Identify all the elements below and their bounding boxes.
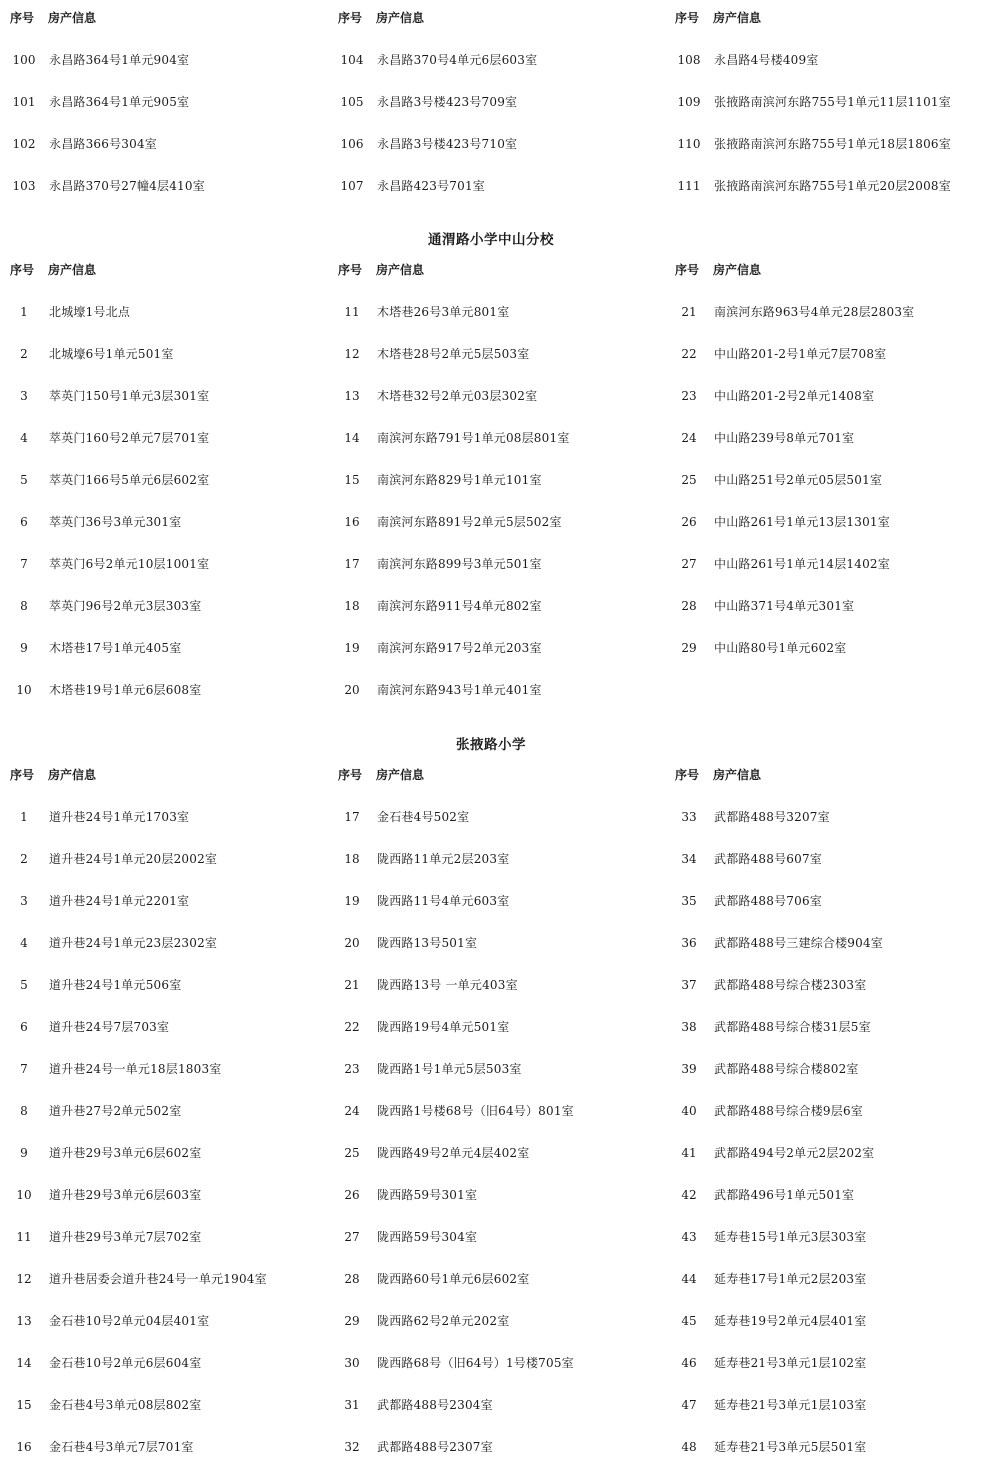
property-address: 北城壕1号北点 [49, 305, 131, 319]
serial-number: 1 [20, 305, 28, 319]
serial-number: 100 [12, 53, 36, 67]
property-address: 木塔巷17号1单元405室 [49, 641, 182, 655]
header-serial-number: 序号 [10, 263, 35, 277]
serial-number: 5 [20, 978, 28, 992]
header-serial-number: 序号 [338, 11, 363, 25]
property-address: 延寿巷21号3单元5层501室 [714, 1440, 867, 1454]
property-address: 陇西路49号2单元4层402室 [377, 1146, 530, 1160]
property-address: 武都路496号1单元501室 [714, 1188, 855, 1202]
serial-number: 14 [16, 1356, 32, 1370]
property-address: 萃英门96号2单元3层303室 [49, 599, 202, 613]
property-address: 武都路488号三建综合楼904室 [714, 936, 884, 950]
serial-number: 10 [16, 683, 32, 697]
header-property-info: 房产信息 [48, 11, 97, 25]
serial-number: 24 [344, 1104, 360, 1118]
property-address: 永昌路370号4单元6层603室 [377, 53, 538, 67]
property-address: 道升巷24号1单元23层2302室 [49, 936, 218, 950]
serial-number: 27 [344, 1230, 360, 1244]
serial-number: 13 [344, 389, 360, 403]
header-serial-number: 序号 [675, 263, 700, 277]
serial-number: 102 [12, 137, 36, 151]
property-address: 道升巷24号1单元506室 [49, 978, 182, 992]
serial-number: 108 [677, 53, 701, 67]
header-serial-number: 序号 [10, 768, 35, 782]
property-address: 南滨河东路829号1单元101室 [377, 473, 542, 487]
property-address: 武都路488号2304室 [377, 1398, 493, 1412]
header-serial-number: 序号 [338, 768, 363, 782]
serial-number: 41 [681, 1146, 697, 1160]
serial-number: 23 [681, 389, 697, 403]
property-address: 延寿巷21号3单元1层103室 [714, 1398, 867, 1412]
property-address: 永昌路423号701室 [377, 179, 486, 193]
property-address: 陇西路1号1单元5层503室 [377, 1062, 522, 1076]
serial-number: 12 [16, 1272, 32, 1286]
serial-number: 23 [344, 1062, 360, 1076]
property-address: 金石巷4号3单元08层802室 [49, 1398, 202, 1412]
header-property-info: 房产信息 [376, 768, 425, 782]
serial-number: 43 [681, 1230, 697, 1244]
serial-number: 4 [20, 936, 28, 950]
header-property-info: 房产信息 [713, 11, 762, 25]
header-property-info: 房产信息 [48, 768, 97, 782]
property-address: 陇西路59号301室 [377, 1188, 478, 1202]
serial-number: 6 [20, 515, 28, 529]
serial-number: 19 [344, 641, 360, 655]
property-address: 南滨河东路963号4单元28层2803室 [714, 305, 915, 319]
property-address: 武都路488号2307室 [377, 1440, 493, 1454]
header-serial-number: 序号 [675, 11, 700, 25]
property-address: 永昌路364号1单元904室 [49, 53, 190, 67]
serial-number: 10 [16, 1188, 32, 1202]
serial-number: 35 [681, 894, 697, 908]
serial-number: 25 [681, 473, 697, 487]
header-property-info: 房产信息 [376, 263, 425, 277]
serial-number: 3 [20, 894, 28, 908]
property-address: 中山路239号8单元701室 [714, 431, 855, 445]
serial-number: 19 [344, 894, 360, 908]
serial-number: 103 [12, 179, 36, 193]
property-address: 延寿巷17号1单元2层203室 [714, 1272, 867, 1286]
serial-number: 46 [681, 1356, 697, 1370]
property-address: 武都路488号综合楼802室 [714, 1062, 859, 1076]
serial-number: 3 [20, 389, 28, 403]
property-address: 中山路251号2单元05层501室 [714, 473, 883, 487]
serial-number: 17 [344, 557, 360, 571]
serial-number: 6 [20, 1020, 28, 1034]
serial-number: 21 [344, 978, 360, 992]
serial-number: 47 [681, 1398, 697, 1412]
property-address: 道升巷24号1单元20层2002室 [49, 852, 218, 866]
property-address: 萃英门36号3单元301室 [49, 515, 182, 529]
serial-number: 12 [344, 347, 360, 361]
header-property-info: 房产信息 [713, 768, 762, 782]
property-address: 金石巷4号502室 [377, 810, 470, 824]
property-address: 武都路488号综合楼31层5室 [714, 1020, 871, 1034]
property-address: 道升巷24号1单元2201室 [49, 894, 190, 908]
serial-number: 7 [20, 1062, 28, 1076]
property-address: 延寿巷19号2单元4层401室 [714, 1314, 867, 1328]
property-address: 武都路488号706室 [714, 894, 823, 908]
serial-number: 20 [344, 683, 360, 697]
property-address: 中山路371号4单元301室 [714, 599, 855, 613]
serial-number: 31 [344, 1398, 360, 1412]
property-address: 木塔巷19号1单元6层608室 [49, 683, 202, 697]
header-property-info: 房产信息 [713, 263, 762, 277]
property-address: 武都路488号综合楼2303室 [714, 978, 867, 992]
property-address: 武都路488号607室 [714, 852, 823, 866]
serial-number: 22 [344, 1020, 360, 1034]
serial-number: 27 [681, 557, 697, 571]
serial-number: 109 [677, 95, 701, 109]
property-address: 陇西路1号楼68号（旧64号）801室 [377, 1104, 574, 1118]
serial-number: 9 [20, 1146, 28, 1160]
property-address: 萃英门166号5单元6层602室 [49, 473, 210, 487]
header-serial-number: 序号 [338, 263, 363, 277]
property-address: 中山路261号1单元13层1301室 [714, 515, 890, 529]
property-address: 永昌路364号1单元905室 [49, 95, 190, 109]
serial-number: 2 [20, 347, 28, 361]
serial-number: 105 [340, 95, 364, 109]
property-address: 道升巷24号一单元18层1803室 [49, 1062, 222, 1076]
serial-number: 24 [681, 431, 697, 445]
property-address: 道升巷居委会道升巷24号一单元1904室 [49, 1272, 267, 1286]
property-address: 道升巷29号3单元6层603室 [49, 1188, 202, 1202]
property-address: 陇西路11号4单元603室 [377, 894, 510, 908]
property-address: 木塔巷28号2单元5层503室 [377, 347, 530, 361]
property-address: 萃英门150号1单元3层301室 [49, 389, 210, 403]
serial-number: 16 [344, 515, 360, 529]
section-title: 张掖路小学 [456, 737, 526, 753]
serial-number: 45 [681, 1314, 697, 1328]
header-serial-number: 序号 [10, 11, 35, 25]
serial-number: 13 [16, 1314, 32, 1328]
serial-number: 2 [20, 852, 28, 866]
serial-number: 15 [344, 473, 360, 487]
serial-number: 30 [344, 1356, 360, 1370]
property-address: 道升巷27号2单元502室 [49, 1104, 182, 1118]
serial-number: 104 [340, 53, 364, 67]
property-address: 道升巷29号3单元6层602室 [49, 1146, 202, 1160]
serial-number: 17 [344, 810, 360, 824]
serial-number: 40 [681, 1104, 697, 1118]
serial-number: 11 [344, 305, 360, 319]
serial-number: 25 [344, 1146, 360, 1160]
property-address: 陇西路11单元2层203室 [377, 852, 510, 866]
serial-number: 36 [681, 936, 697, 950]
serial-number: 107 [340, 179, 364, 193]
property-address: 中山路201-2号2单元1408室 [714, 389, 875, 403]
serial-number: 106 [340, 137, 364, 151]
property-address: 南滨河东路943号1单元401室 [377, 683, 542, 697]
property-address: 陇西路62号2单元202室 [377, 1314, 510, 1328]
serial-number: 16 [16, 1440, 32, 1454]
serial-number: 42 [681, 1188, 697, 1202]
serial-number: 26 [344, 1188, 360, 1202]
serial-number: 110 [677, 137, 701, 151]
property-address: 金石巷4号3单元7层701室 [49, 1440, 194, 1454]
property-address: 萃英门6号2单元10层1001室 [49, 557, 210, 571]
property-address: 陇西路13号 一单元403室 [377, 978, 518, 992]
property-address: 陇西路60号1单元6层602室 [377, 1272, 530, 1286]
serial-number: 39 [681, 1062, 697, 1076]
serial-number: 38 [681, 1020, 697, 1034]
property-address: 南滨河东路891号2单元5层502室 [377, 515, 562, 529]
serial-number: 48 [681, 1440, 697, 1454]
property-address: 武都路488号综合楼9层6室 [714, 1104, 863, 1118]
serial-number: 8 [20, 1104, 28, 1118]
serial-number: 26 [681, 515, 697, 529]
property-address: 中山路201-2号1单元7层708室 [714, 347, 887, 361]
property-address: 永昌路370号27幢4层410室 [49, 179, 205, 193]
property-address: 延寿巷15号1单元3层303室 [714, 1230, 867, 1244]
header-serial-number: 序号 [675, 768, 700, 782]
property-address: 北城壕6号1单元501室 [49, 347, 174, 361]
serial-number: 37 [681, 978, 697, 992]
property-address: 中山路80号1单元602室 [714, 641, 847, 655]
property-address: 陇西路68号（旧64号）1号楼705室 [377, 1356, 574, 1370]
serial-number: 11 [16, 1230, 32, 1244]
property-address: 南滨河东路911号4单元802室 [377, 599, 542, 613]
serial-number: 111 [677, 179, 701, 193]
serial-number: 33 [681, 810, 697, 824]
property-address: 木塔巷26号3单元801室 [377, 305, 510, 319]
serial-number: 5 [20, 473, 28, 487]
property-address: 永昌路4号楼409室 [714, 53, 819, 67]
property-address: 张掖路南滨河东路755号1单元18层1806室 [714, 137, 951, 151]
property-address: 永昌路366号304室 [49, 137, 158, 151]
property-address: 延寿巷21号3单元1层102室 [714, 1356, 867, 1370]
property-address: 永昌路3号楼423号709室 [377, 95, 518, 109]
property-address: 金石巷10号2单元6层604室 [49, 1356, 202, 1370]
serial-number: 9 [20, 641, 28, 655]
property-address: 陇西路13号501室 [377, 936, 478, 950]
property-address: 陇西路59号304室 [377, 1230, 478, 1244]
serial-number: 20 [344, 936, 360, 950]
serial-number: 18 [344, 599, 360, 613]
property-address: 陇西路19号4单元501室 [377, 1020, 510, 1034]
property-address: 张掖路南滨河东路755号1单元11层1101室 [714, 95, 951, 109]
property-address: 道升巷29号3单元7层702室 [49, 1230, 202, 1244]
serial-number: 8 [20, 599, 28, 613]
serial-number: 14 [344, 431, 360, 445]
property-address: 萃英门160号2单元7层701室 [49, 431, 210, 445]
serial-number: 101 [12, 95, 36, 109]
property-address: 道升巷24号1单元1703室 [49, 810, 190, 824]
serial-number: 21 [681, 305, 697, 319]
serial-number: 28 [681, 599, 697, 613]
serial-number: 4 [20, 431, 28, 445]
property-address: 南滨河东路899号3单元501室 [377, 557, 542, 571]
serial-number: 28 [344, 1272, 360, 1286]
property-address: 武都路488号3207室 [714, 810, 830, 824]
property-address: 张掖路南滨河东路755号1单元20层2008室 [714, 179, 951, 193]
serial-number: 32 [344, 1440, 360, 1454]
property-address: 木塔巷32号2单元03层302室 [377, 389, 538, 403]
property-address: 中山路261号1单元14层1402室 [714, 557, 890, 571]
serial-number: 44 [681, 1272, 697, 1286]
property-address: 武都路494号2单元2层202室 [714, 1146, 875, 1160]
property-address: 道升巷24号7层703室 [49, 1020, 170, 1034]
serial-number: 18 [344, 852, 360, 866]
property-address: 南滨河东路917号2单元203室 [377, 641, 542, 655]
property-address: 永昌路3号楼423号710室 [377, 137, 518, 151]
serial-number: 22 [681, 347, 697, 361]
serial-number: 15 [16, 1398, 32, 1412]
header-property-info: 房产信息 [376, 11, 425, 25]
serial-number: 29 [681, 641, 697, 655]
serial-number: 1 [20, 810, 28, 824]
serial-number: 34 [681, 852, 697, 866]
property-address: 南滨河东路791号1单元08层801室 [377, 431, 570, 445]
serial-number: 7 [20, 557, 28, 571]
serial-number: 29 [344, 1314, 360, 1328]
header-property-info: 房产信息 [48, 263, 97, 277]
section-title: 通渭路小学中山分校 [428, 232, 554, 248]
property-address: 金石巷10号2单元04层401室 [49, 1314, 210, 1328]
